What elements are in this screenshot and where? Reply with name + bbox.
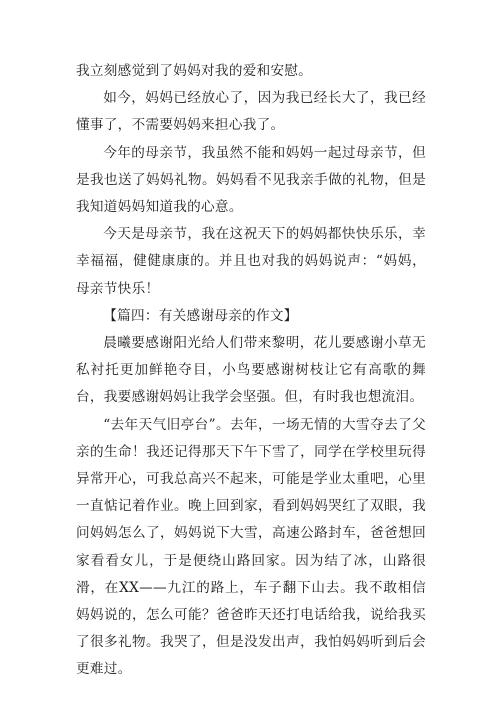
paragraph: 今天是母亲节，我在这祝天下的妈妈都快快乐乐，幸幸福福，健健康康的。并且也对我的妈妈说声：“妈妈，母亲节快乐！	[76, 226, 426, 297]
document-body	[76, 58, 426, 684]
paragraph-continuation: 我立刻感觉到了妈妈对我的爱和安慰。	[76, 63, 313, 79]
paragraph: “去年天气旧亭台”。去年，一场无情的大雪夺去了父亲的生命！我还记得那天下午下雪了，同学在学校里玩得异常开心，可我总高兴不起来，可能是学业太重吧，心里一直惦记着作业。晚上回到家，看到妈妈哭红了双眼，我问妈妈怎么了，妈妈说下大雪，高速公路封车，爸爸想回家看看女儿，于是便绕山路回家。因为结了冰，山路很滑，在XX——九江的路上，车子翻下山去。我不敢相信妈妈说的，怎么可能？爸爸昨天还打电话给我，说给我买了很多礼物。我哭了，但是没发出声，我怕妈妈听到后会更难过。	[76, 416, 426, 678]
paragraph: 今年的母亲节，我虽然不能和妈妈一起过母亲节，但是我也送了妈妈礼物。妈妈看不见我亲手做的礼物，但是我知道妈妈知道我的心意。	[76, 144, 426, 216]
paragraph: 如今，妈妈已经放心了，因为我已经长大了，我已经懂事了，不需要妈妈来担心我了。	[76, 90, 426, 134]
section-heading: 【篇四：有关感谢母亲的作文】	[103, 307, 298, 324]
paragraph: 晨曦要感谢阳光给人们带来黎明，花儿要感谢小草无私衬托更加鲜艳夺目，小鸟要感谢树枝让它有高歌的舞台，我要感谢妈妈让我学会坚强。但，有时我也想流泪。	[76, 335, 426, 406]
